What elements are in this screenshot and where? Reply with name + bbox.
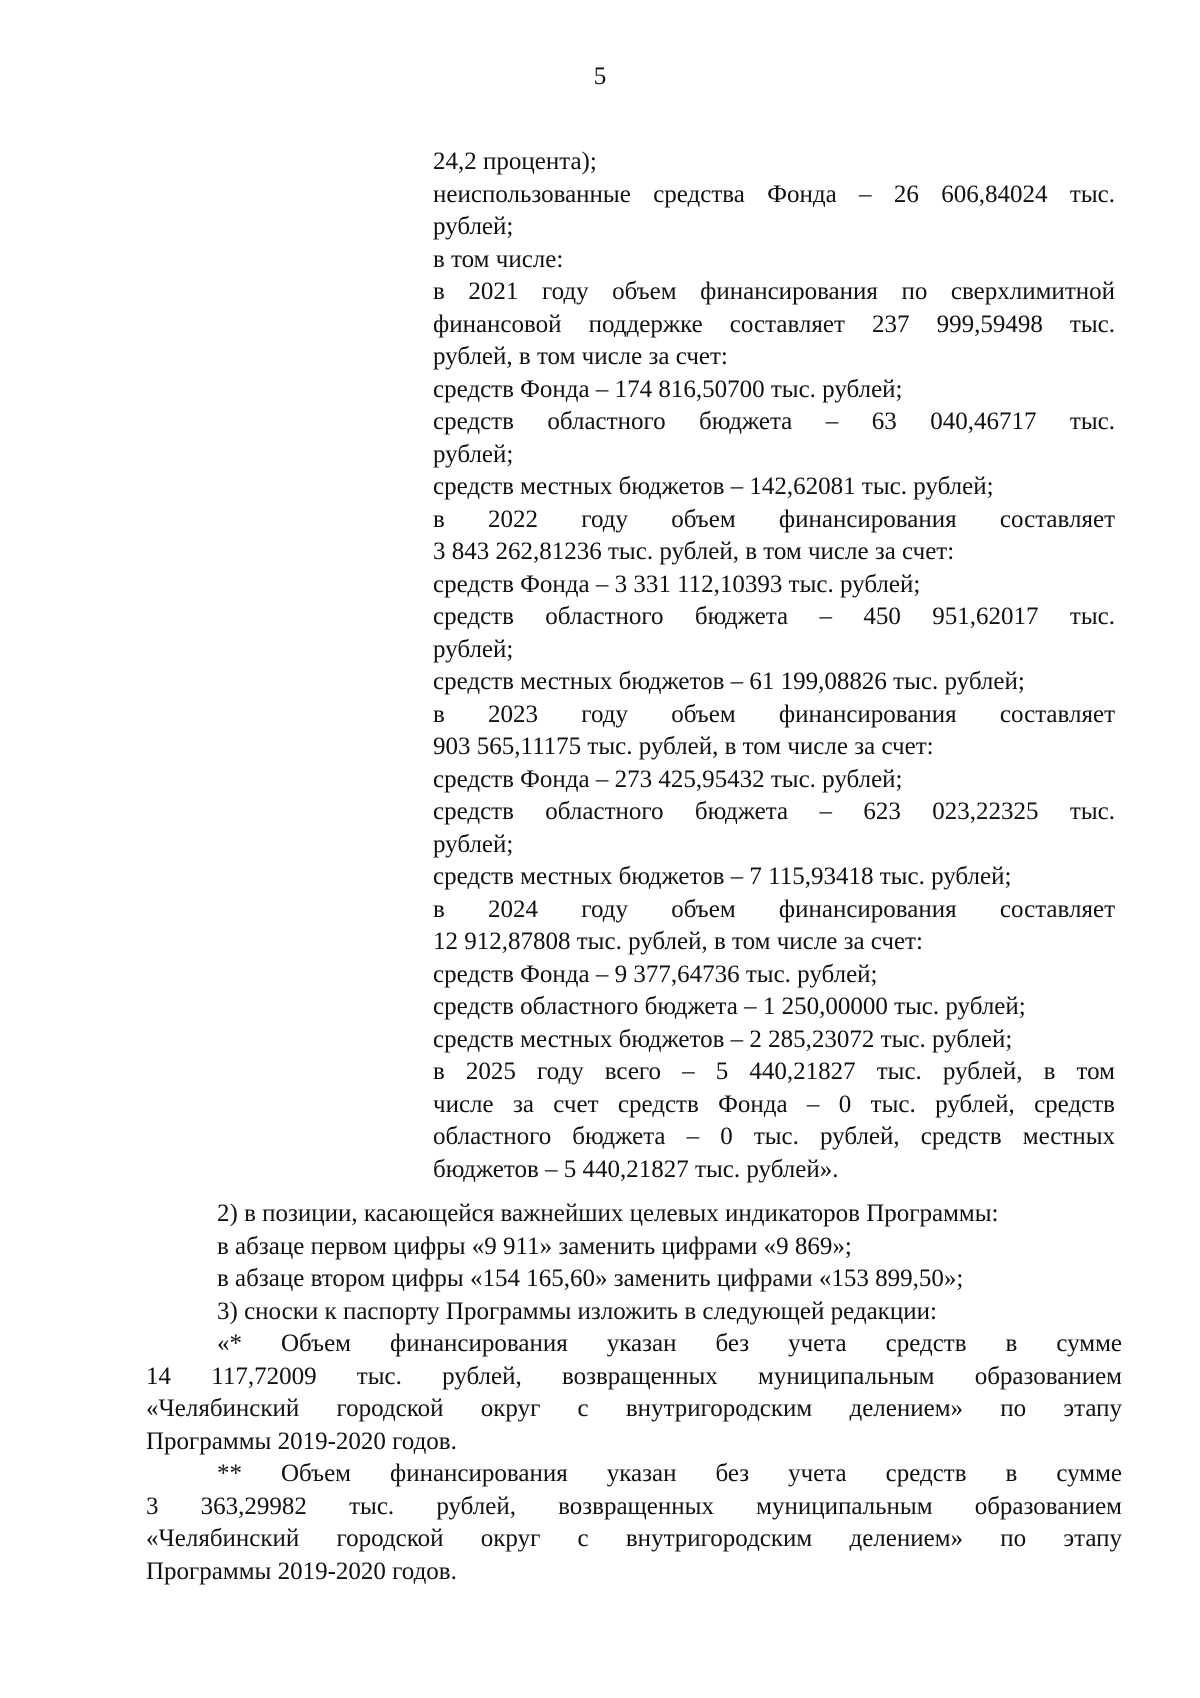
column-line: средств местных бюджетов – 61 199,08826 тыс. рублей; [433,668,1025,695]
column-line: в том числе: [433,245,564,273]
column-line: средств Фонда – 3 331 112,10393 тыс. рублей; [433,570,921,598]
column-line: рублей; [433,440,514,468]
column-line: средств областного бюджета – 1 250,00000 тыс. рублей; [433,993,1026,1020]
body-line: 2) в позиции, касающейся важнейших целевых индикаторов Программы: [217,1200,999,1227]
column-line: числе за счет средств Фонда – 0 тыс. рублей, средств [433,1090,1115,1118]
column-line: в 2025 году всего – 5 440,21827 тыс. рублей, в том [433,1058,1115,1085]
body-line: 14 117,72009 тыс. рублей, возвращенных муниципальным образованием [146,1362,1122,1390]
column-line: рублей, в том числе за счет: [433,343,728,370]
body-line: «Челябинский городской округ с внутригородским делением» по этапу [146,1395,1122,1422]
column-line: 24,2 процента); [433,148,597,175]
column-line: в 2021 году объем финансирования по сверхлимитной [433,278,1115,305]
body-line: Программы 2019-2020 годов. [146,1427,457,1455]
body-line: ** Объем финансирования указан без учета средств в сумме [217,1460,1122,1487]
column-line: средств местных бюджетов – 142,62081 тыс. рублей; [433,473,994,500]
page-number: 5 [593,63,607,90]
column-line: в 2023 году объем финансирования составляет [433,700,1115,728]
column-line: 3 843 262,81236 тыс. рублей, в том числе за счет: [433,538,955,565]
column-line: финансовой поддержке составляет 237 999,59498 тыс. [433,310,1115,338]
column-line: средств Фонда – 174 816,50700 тыс. рублей; [433,375,903,403]
body-line: «* Объем финансирования указан без учета средств в сумме [217,1330,1122,1357]
column-line: рублей; [433,830,514,858]
column-line: средств Фонда – 273 425,95432 тыс. рублей; [433,765,903,793]
column-line: рублей; [433,213,514,240]
column-line: средств областного бюджета – 63 040,46717 тыс. [433,408,1115,435]
body-line: в абзаце втором цифры «154 165,60» заменить цифрами «153 899,50»; [217,1265,964,1292]
column-line: средств местных бюджетов – 7 115,93418 тыс. рублей; [433,863,1012,890]
column-line: рублей; [433,635,514,663]
body-line: в абзаце первом цифры «9 911» заменить цифрами «9 869»; [217,1232,852,1260]
column-line: средств областного бюджета – 623 023,22325 тыс. [433,798,1115,825]
column-line: в 2024 году объем финансирования составляет [433,895,1115,923]
column-line: 12 912,87808 тыс. рублей, в том числе за счет: [433,928,923,955]
body-line: 3 363,29982 тыс. рублей, возвращенных муниципальным образованием [146,1492,1122,1520]
column-line: бюджетов – 5 440,21827 тыс. рублей». [433,1155,839,1183]
column-line: средств областного бюджета – 450 951,62017 тыс. [433,603,1115,630]
amendments-body [146,1198,1122,1588]
column-line: 903 565,11175 тыс. рублей, в том числе за счет: [433,733,934,760]
column-line: средств местных бюджетов – 2 285,23072 тыс. рублей; [433,1025,1013,1053]
column-line: в 2022 году объем финансирования составляет [433,505,1115,533]
column-line: областного бюджета – 0 тыс. рублей, средств местных [433,1123,1115,1150]
column-line: неиспользованные средства Фонда – 26 606,84024 тыс. [433,180,1115,208]
body-line: Программы 2019-2020 годов. [146,1557,457,1585]
column-line: средств Фонда – 9 377,64736 тыс. рублей; [433,960,878,988]
body-line: 3) сноски к паспорту Программы изложить в следующей редакции: [217,1297,937,1325]
body-line: «Челябинский городской округ с внутригородским делением» по этапу [146,1525,1122,1552]
funding-column [433,146,1115,1186]
